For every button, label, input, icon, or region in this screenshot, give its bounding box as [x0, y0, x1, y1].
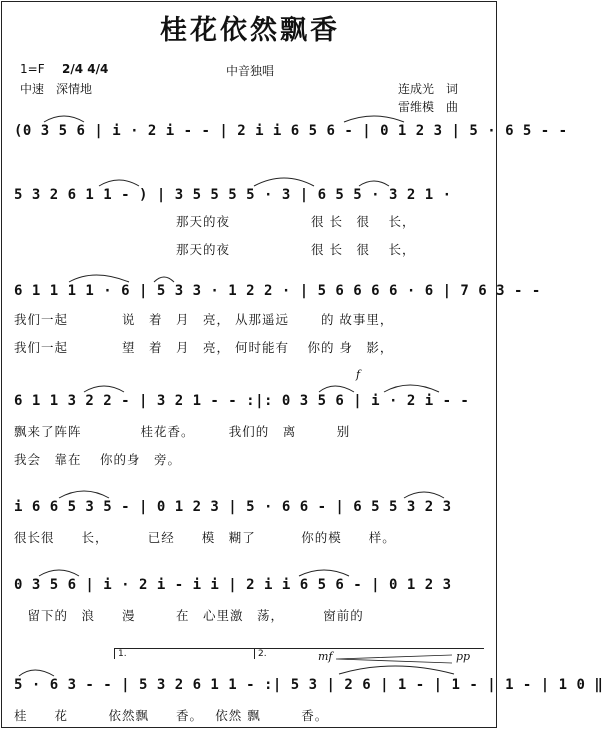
lyric-verse-1: 很长很 长， 已经 模 糊了 你的模 样。 — [14, 530, 396, 545]
volta-first-ending: 1. — [114, 648, 256, 659]
time-signature: 2/4 4/4 — [62, 62, 109, 76]
score-line-3 — [14, 282, 541, 355]
score-line-4 — [14, 368, 492, 467]
key-signature: 1=F — [20, 62, 45, 76]
lyric-verse-1: 飘来了阵阵 桂花香。 我们的 离 别 — [14, 424, 351, 439]
lyric-verse-2: 我会 靠在 你的身 旁。 — [14, 452, 181, 467]
dynamic-forte: f — [356, 368, 361, 381]
notation-row: 5 · 6 3 - - | 5 3 2 6 1 1 - :| 5 3 | 2 6 | 1 - | 1 - | 1 - | 1 0 ‖ — [14, 677, 603, 693]
notation-row: i 6 6 5 3 5 - | 0 1 2 3 | 5 · 6 6 - | 6 5 5 3 2 3 — [14, 499, 452, 515]
song-title: 桂花依然飘香 — [160, 15, 340, 46]
lyric-verse-1: 我们一起 说 着 月 亮， 从那遥远 的 故事里， — [14, 312, 394, 327]
notation-row: 5 3 2 6 1 1 - ) | 3 5 5 5 5 · 3 | 6 5 5 · 3 2 1 · — [14, 187, 452, 203]
composer-credit: 雷维模 曲 — [398, 100, 459, 114]
lyricist-credit: 连成光 词 — [398, 82, 459, 96]
lyric-verse-2: 我们一起 望 着 月 亮， 何时能有 你的 身 影， — [14, 340, 394, 355]
voice-type: 中音独唱 — [226, 64, 275, 78]
notation-row: (0 3 5 6 | i · 2 i - - | 2 i i 6 5 6 - | 0 1 2 3 | 5 · 6 5 - - — [14, 123, 568, 139]
score-line-2 — [14, 186, 492, 257]
score-line-5 — [14, 498, 492, 545]
volta-second-ending: 2. — [254, 648, 484, 659]
dynamic-mezzo-forte: mf — [318, 650, 333, 663]
lyric-verse-1: 桂 花 依然飘 香。 依然 飘 香。 — [14, 708, 329, 723]
notation-row: 0 3 5 6 | i · 2 i - i i | 2 i i 6 5 6 - | 0 1 2 3 — [14, 577, 452, 593]
score-line-6 — [14, 576, 492, 623]
notation-row: 6 1 1 3 2 2 - | 3 2 1 - - :|: 0 3 5 6 | i · 2 i - - — [14, 393, 470, 409]
lyric-verse-1: 留下的 浪 漫 在 心里激 荡， 窗前的 — [14, 608, 364, 623]
score-line-1 — [14, 122, 568, 152]
score-line-7 — [14, 676, 603, 723]
lyric-verse-1: 那天的夜 很 长 很 长， — [14, 214, 416, 229]
lyric-verse-2: 那天的夜 很 长 很 长， — [14, 242, 416, 257]
tempo-expression: 中速 深情地 — [20, 82, 93, 96]
notation-row: 6 1 1 1 1 · 6 | 5 3 3 · 1 2 2 · | 5 6 6 6 6 · 6 | 7 6 3 - - — [14, 283, 541, 299]
dynamic-pianissimo: pp — [456, 650, 471, 663]
